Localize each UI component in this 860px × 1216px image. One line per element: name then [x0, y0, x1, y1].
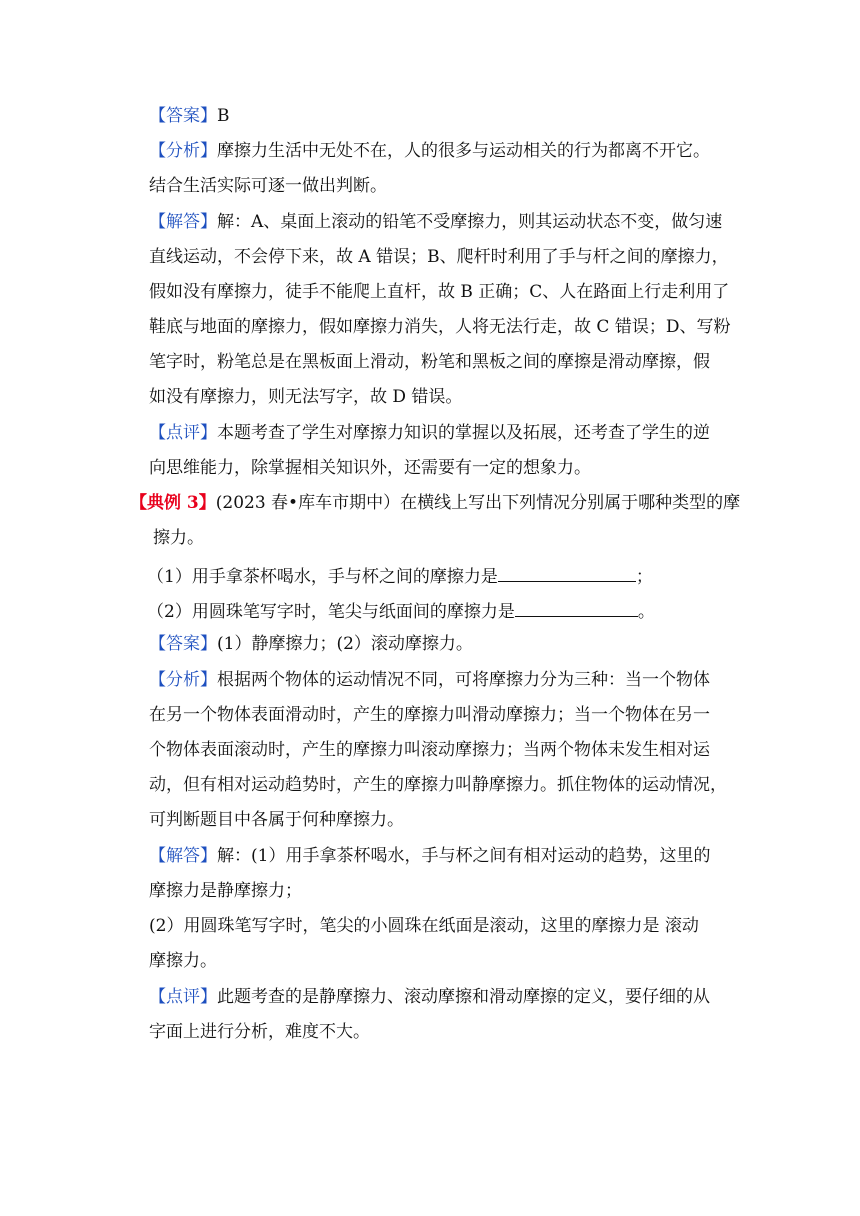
example-3-tag: 【典例 3】 [130, 493, 216, 513]
question-1 [147, 564, 653, 587]
example-3-line-1 [130, 493, 740, 513]
example-3-analysis-line-2: 在另一个物体表面滑动时，产生的摩擦力叫滑动摩擦力；当一个物体在另一 [149, 705, 710, 725]
solution-tag: 【解答】 [149, 212, 217, 232]
example-3-analysis-line-4: 动，但有相对运动趋势时，产生的摩擦力叫静摩擦力。抓住物体的运动情况， [149, 775, 727, 795]
solution-text-1: 解：A、桌面上滚动的铅笔不受摩擦力，则其运动状态不变，做匀速 [217, 212, 723, 232]
question-1-text: （1）用手拿茶杯喝水，手与杯之间的摩擦力是 [147, 567, 498, 587]
solution-line-2: 直线运动，不会停下来，故 A 错误；B、爬杆时利用了手与杆之间的摩擦力， [149, 247, 729, 267]
example-3-analysis-line-1 [149, 670, 710, 690]
example-3-answer-text: (1）静摩擦力；(2）滚动摩擦力。 [217, 634, 473, 654]
comment-tag: 【点评】 [149, 423, 217, 443]
analysis-text-1: 摩擦力生活中无处不在，人的很多与运动相关的行为都离不开它。 [217, 141, 710, 161]
example-3-answer-line [149, 634, 473, 654]
example-3-comment-tag: 【点评】 [149, 987, 217, 1007]
solution-line-5: 笔字时，粉笔总是在黑板面上滑动，粉笔和黑板之间的摩擦是滑动摩擦，假 [149, 352, 710, 372]
example-3-analysis-text-1: 根据两个物体的运动情况不同，可将摩擦力分为三种：当一个物体 [217, 670, 710, 690]
solution-line-1 [149, 212, 722, 232]
comment-line-2: 向思维能力，除掌握相关知识外，还需要有一定的想象力。 [149, 458, 591, 478]
solution-line-4: 鞋底与地面的摩擦力，假如摩擦力消失，人将无法行走，故 C 错误；D、写粉 [149, 317, 731, 337]
question-2-end: 。 [637, 602, 655, 622]
example-3-solution-line-4: 摩擦力。 [149, 951, 217, 971]
example-3-solution-text-1: 解：(1）用手拿茶杯喝水，手与杯之间有相对运动的趋势，这里的 [217, 846, 711, 866]
example-3-solution-line-2: 摩擦力是静摩擦力； [149, 881, 302, 901]
analysis-tag: 【分析】 [149, 141, 217, 161]
example-3-line-2: 擦力。 [153, 528, 204, 548]
question-2-text: （2）用圆珠笔写字时，笔尖与纸面间的摩擦力是 [147, 602, 515, 622]
question-1-blank [498, 564, 636, 582]
example-3-answer-tag: 【答案】 [149, 634, 217, 654]
answer-tag: 【答案】 [149, 106, 217, 126]
example-3-comment-line-2: 字面上进行分析，难度不大。 [149, 1022, 370, 1042]
question-1-end: ； [635, 567, 653, 587]
analysis-line-1 [149, 141, 710, 161]
example-3-analysis-line-3: 个物体表面滚动时，产生的摩擦力叫滚动摩擦力；当两个物体未发生相对运 [149, 740, 710, 760]
example-3-comment-line-1 [149, 987, 710, 1007]
example-3-text-1: (2023 春•库车市期中）在横线上写出下列情况分别属于哪种类型的摩 [215, 493, 741, 513]
example-3-solution-line-1 [149, 846, 710, 866]
solution-line-3: 假如没有摩擦力，徒手不能爬上直杆，故 B 正确；C、人在路面上行走利用了 [149, 282, 730, 302]
answer-text: B [217, 106, 230, 126]
example-3-solution-line-3: (2）用圆珠笔写字时，笔尖的小圆珠在纸面是滚动，这里的摩擦力是 滚动 [149, 916, 699, 936]
example-3-solution-tag: 【解答】 [149, 846, 217, 866]
comment-line-1 [149, 423, 710, 443]
answer-line [149, 106, 230, 126]
example-3-analysis-line-5: 可判断题目中各属于何种摩擦力。 [149, 810, 404, 830]
comment-text-1: 本题考查了学生对摩擦力知识的掌握以及拓展，还考查了学生的逆 [217, 423, 710, 443]
example-3-analysis-tag: 【分析】 [149, 670, 217, 690]
example-3-comment-text-1: 此题考查的是静摩擦力、滚动摩擦和滑动摩擦的定义，要仔细的从 [217, 987, 710, 1007]
question-2-blank [515, 599, 638, 617]
question-2 [147, 599, 655, 622]
analysis-line-2: 结合生活实际可逐一做出判断。 [149, 176, 387, 196]
solution-line-6: 如没有摩擦力，则无法写字，故 D 错误。 [149, 387, 463, 407]
